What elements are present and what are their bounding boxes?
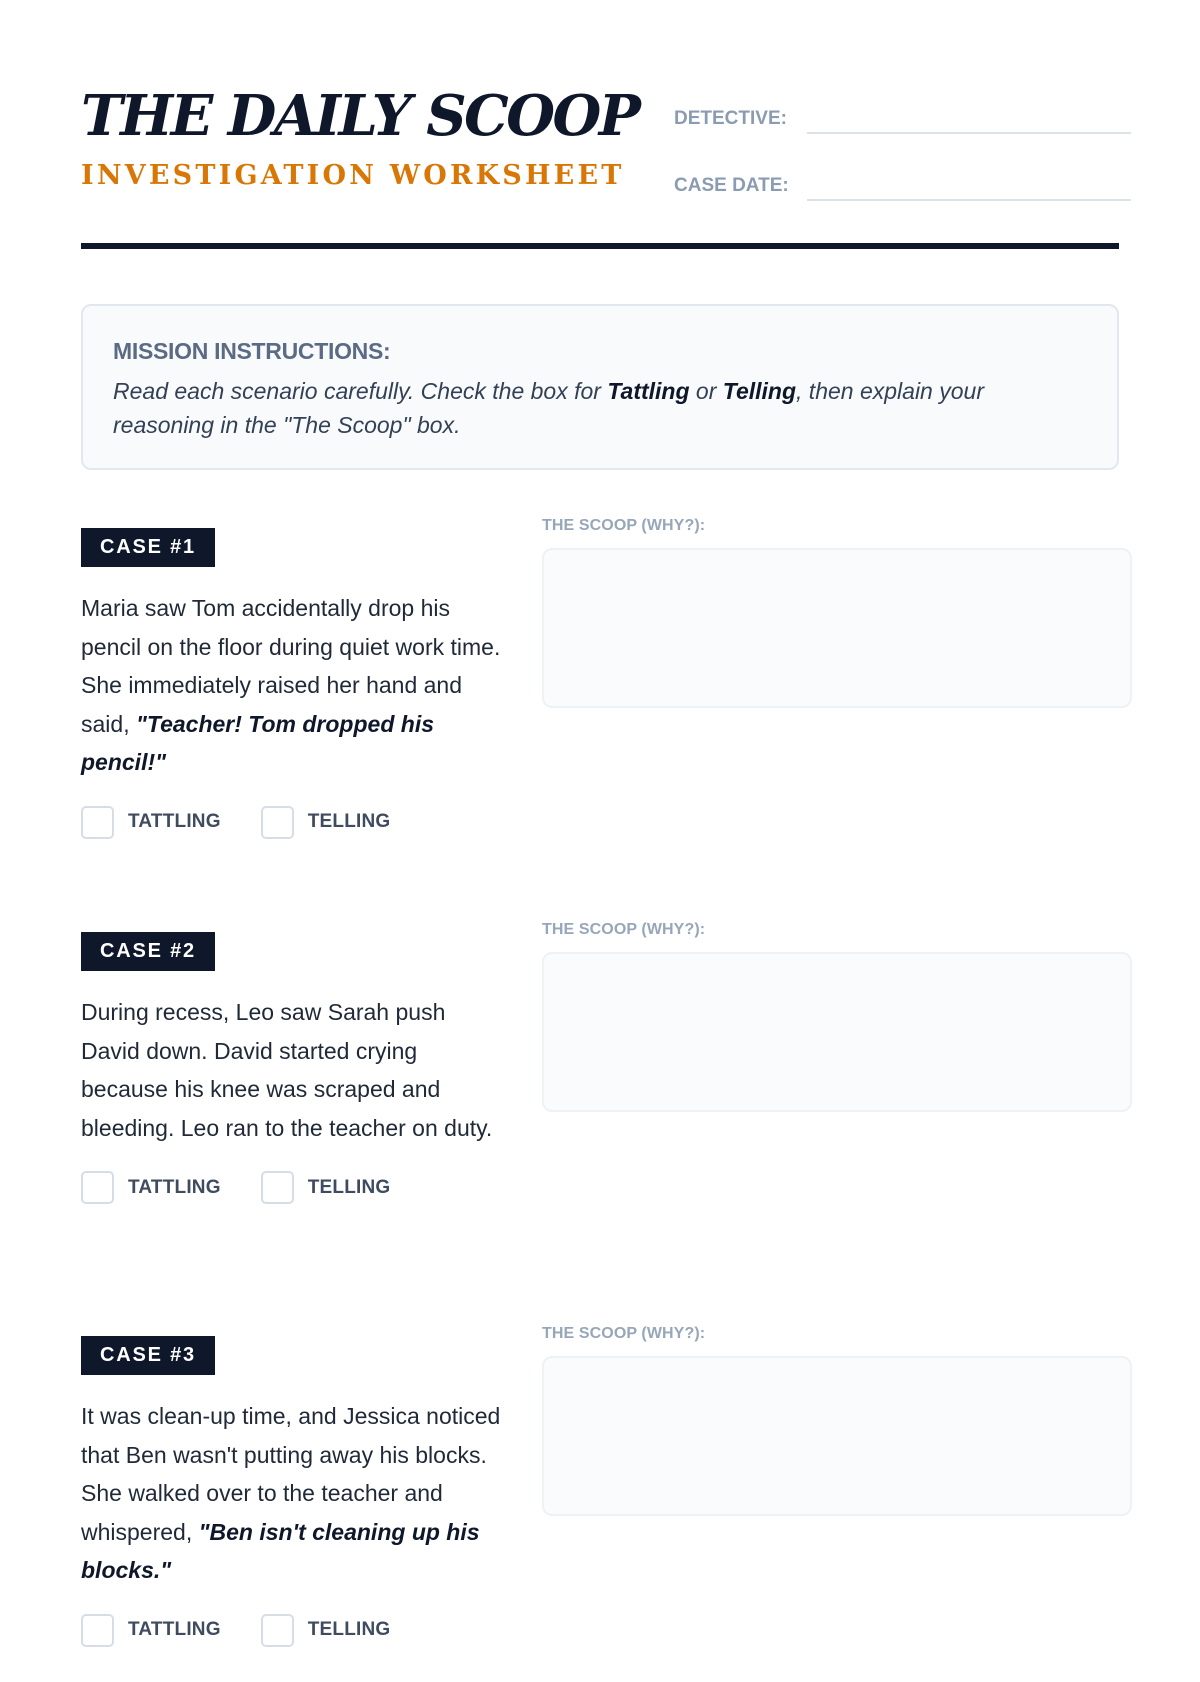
scoop-answer-box[interactable] — [542, 952, 1132, 1112]
worksheet-header — [81, 0, 1119, 252]
scoop-section — [542, 920, 1132, 1112]
case-choices — [81, 806, 501, 839]
masthead-subtitle: INVESTIGATION WORKSHEET — [81, 160, 625, 191]
telling-option[interactable] — [261, 1614, 391, 1647]
telling-label: TELLING — [307, 1176, 391, 1198]
case-date-field[interactable] — [807, 173, 1131, 201]
case-text — [81, 993, 501, 1147]
masthead — [81, 82, 638, 194]
tattling-label: TATTLING — [128, 811, 221, 832]
instructions-text-end: , then explain your reasoning in the "The Scoop" box. — [113, 378, 984, 438]
tattling-checkbox[interactable] — [81, 806, 114, 839]
detective-field[interactable] — [807, 106, 1131, 134]
case-text-body: During recess, Leo saw Sarah push David down. David started crying because his knee was scraped and bleeding. Leo ran to the teacher on duty. — [81, 999, 493, 1141]
meta-fields — [674, 96, 1131, 230]
case-text-body: It was clean-up time, and Jessica noticed that Ben wasn't putting away his blocks. She walked over to the teacher and whispered, — [81, 1403, 501, 1545]
scoop-answer-box[interactable] — [542, 1356, 1132, 1516]
case-text-body: Maria saw Tom accidentally drop his pencil on the floor during quiet work time. She immediately raised her hand and said, — [81, 595, 501, 737]
case-quote: "Teacher! Tom dropped his pencil!" — [81, 710, 434, 775]
scoop-label: THE SCOOP (WHY?): — [542, 517, 706, 534]
telling-option[interactable] — [261, 806, 391, 839]
tattling-label: TATTLING — [128, 1176, 221, 1198]
case-date-label: CASE DATE: — [674, 175, 789, 196]
case-scenario — [81, 932, 501, 1204]
scoop-section — [542, 1324, 1132, 1516]
tattling-checkbox[interactable] — [81, 1614, 114, 1647]
tattling-option[interactable] — [81, 1614, 221, 1647]
case-badge: CASE #2 — [81, 932, 215, 971]
scoop-label: THE SCOOP (WHY?): — [542, 1325, 706, 1342]
telling-option[interactable] — [261, 1171, 391, 1204]
tattling-option[interactable] — [81, 806, 221, 839]
case-item — [81, 470, 1119, 874]
scoop-label: THE SCOOP (WHY?): — [542, 921, 706, 938]
case-choices — [81, 1171, 501, 1204]
instructions-text-mid: or — [689, 378, 723, 404]
telling-label: TELLING — [307, 811, 391, 832]
scoop-answer-box[interactable] — [542, 548, 1132, 708]
telling-checkbox[interactable] — [261, 1614, 294, 1647]
case-text — [81, 1397, 501, 1590]
masthead-title: THE DAILY SCOOP — [81, 83, 639, 149]
instructions-term-telling: Telling — [722, 378, 797, 404]
tattling-label: TATTLING — [128, 1619, 221, 1640]
instructions-heading: MISSION INSTRUCTIONS: — [113, 338, 391, 364]
telling-checkbox[interactable] — [261, 1171, 294, 1204]
case-badge: CASE #3 — [81, 1336, 215, 1375]
telling-checkbox[interactable] — [261, 806, 294, 839]
case-text — [81, 589, 501, 782]
case-scenario — [81, 1336, 501, 1647]
detective-row — [674, 96, 1131, 134]
case-scenario — [81, 528, 501, 839]
tattling-option[interactable] — [81, 1171, 221, 1204]
header-divider — [81, 243, 1119, 249]
instructions-text — [113, 374, 1087, 442]
instructions-text-start: Read each scenario carefully. Check the box for — [113, 378, 608, 404]
case-badge: CASE #1 — [81, 528, 215, 567]
case-date-row — [674, 163, 1131, 201]
scoop-section — [542, 516, 1132, 708]
telling-label: TELLING — [307, 1619, 391, 1640]
case-item — [81, 874, 1119, 1278]
instructions-term-tattling: Tattling — [607, 378, 690, 404]
mission-instructions — [81, 304, 1119, 470]
case-choices — [81, 1614, 501, 1647]
tattling-checkbox[interactable] — [81, 1171, 114, 1204]
case-quote: "Ben isn't cleaning up his blocks." — [81, 1518, 480, 1583]
detective-label: DETECTIVE: — [674, 108, 787, 129]
case-item — [81, 1278, 1119, 1682]
